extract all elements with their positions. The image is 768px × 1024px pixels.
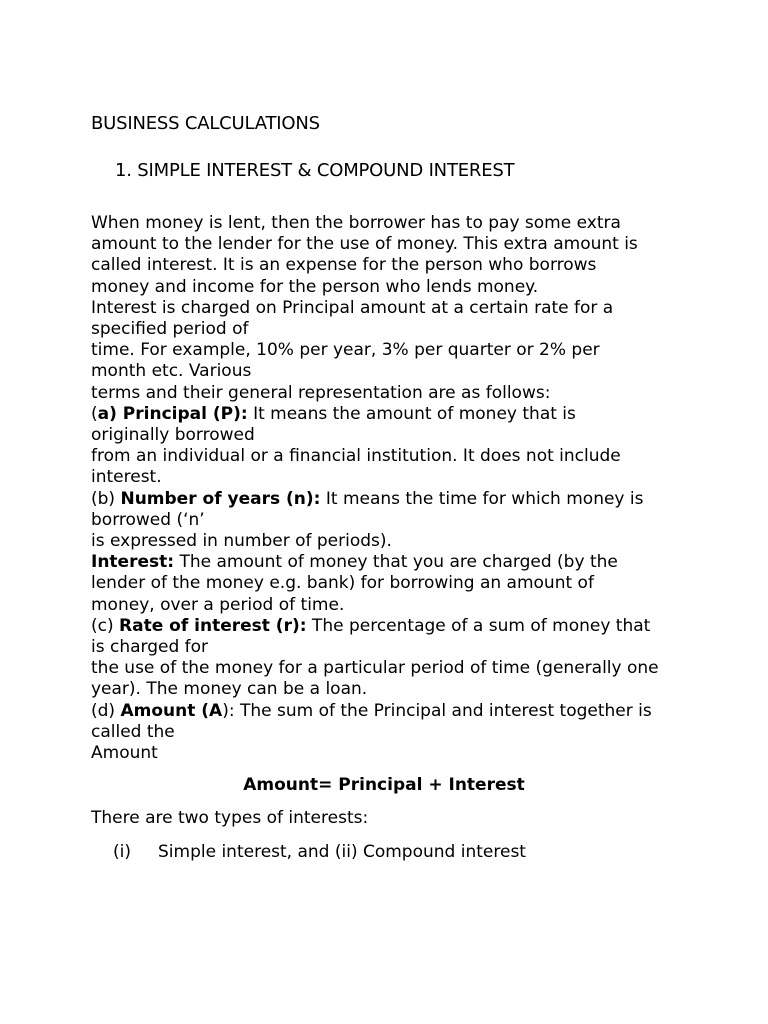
definition-number-of-years [91, 489, 691, 510]
definition-term: Number of years (n): [120, 488, 321, 509]
definition-marker: ( [91, 403, 98, 424]
paragraph-line: month etc. Various [91, 361, 252, 382]
definition-text: The percentage of a sum of money that [306, 615, 651, 636]
paragraph-line: is charged for [91, 637, 209, 658]
paragraph-line: is expressed in number of periods). [91, 531, 392, 552]
paragraph-line: called interest. It is an expense for the person who borrows [91, 255, 597, 276]
definition-text: It means the time for which money is [320, 488, 644, 509]
paragraph-line: time. For example, 10% per year, 3% per quarter or 2% per [91, 340, 600, 361]
paragraph-line: lender of the money e.g. bank) for borrowing an amount of [91, 573, 594, 594]
body-text [91, 213, 691, 764]
definition-interest [91, 552, 691, 573]
definition-text: ): The sum of the Principal and interest together is [222, 700, 652, 721]
paragraph-line: When money is lent, then the borrower has to pay some extra [91, 213, 621, 233]
paragraph-line: called the [91, 721, 175, 742]
definition-term: Amount (A [120, 700, 223, 721]
paragraph-line: year). The money can be a loan. [91, 679, 368, 700]
definition-marker: (c) [91, 615, 120, 636]
paragraph-line: Amount [91, 743, 158, 764]
paragraph-line: the use of the money for a particular period of time (generally one [91, 658, 659, 679]
list-marker: (i) [113, 842, 131, 862]
list-item-text: Simple interest, and (ii) Compound interest [158, 842, 526, 862]
definition-marker: (b) [91, 488, 121, 509]
definition-principal [91, 404, 691, 425]
definition-term: a) Principal (P): [97, 403, 248, 424]
paragraph-line: borrowed (‘n’ [91, 509, 205, 530]
amount-formula: Amount= Principal + Interest [243, 775, 525, 795]
paragraph-line: Interest is charged on Principal amount at a certain rate for a [91, 297, 614, 318]
paragraph-line: money, over a period of time. [91, 594, 345, 615]
definition-amount [91, 701, 691, 722]
paragraph-line: interest. [91, 467, 162, 488]
document-title: BUSINESS CALCULATIONS [91, 113, 320, 134]
paragraph-line: terms and their general representation are as follows: [91, 382, 551, 403]
paragraph-line: specified period of [91, 319, 249, 340]
definition-term: Rate of interest (r): [119, 615, 307, 636]
definition-marker: (d) [91, 700, 121, 721]
paragraph-line: money and income for the person who lends money. [91, 276, 539, 297]
paragraph-line: from an individual or a financial institution. It does not include [91, 446, 621, 467]
types-intro: There are two types of interests: [91, 808, 369, 828]
definition-term: Interest: [91, 552, 175, 573]
types-list-item [113, 841, 526, 863]
definition-text: It means the amount of money that is [247, 403, 576, 424]
section-heading: 1. SIMPLE INTEREST & COMPOUND INTEREST [115, 160, 515, 181]
paragraph-line: amount to the lender for the use of money. This extra amount is [91, 234, 638, 255]
definition-rate-of-interest [91, 616, 691, 637]
definition-text: The amount of money that you are charged (by the [174, 552, 618, 573]
paragraph-line: originally borrowed [91, 425, 255, 446]
